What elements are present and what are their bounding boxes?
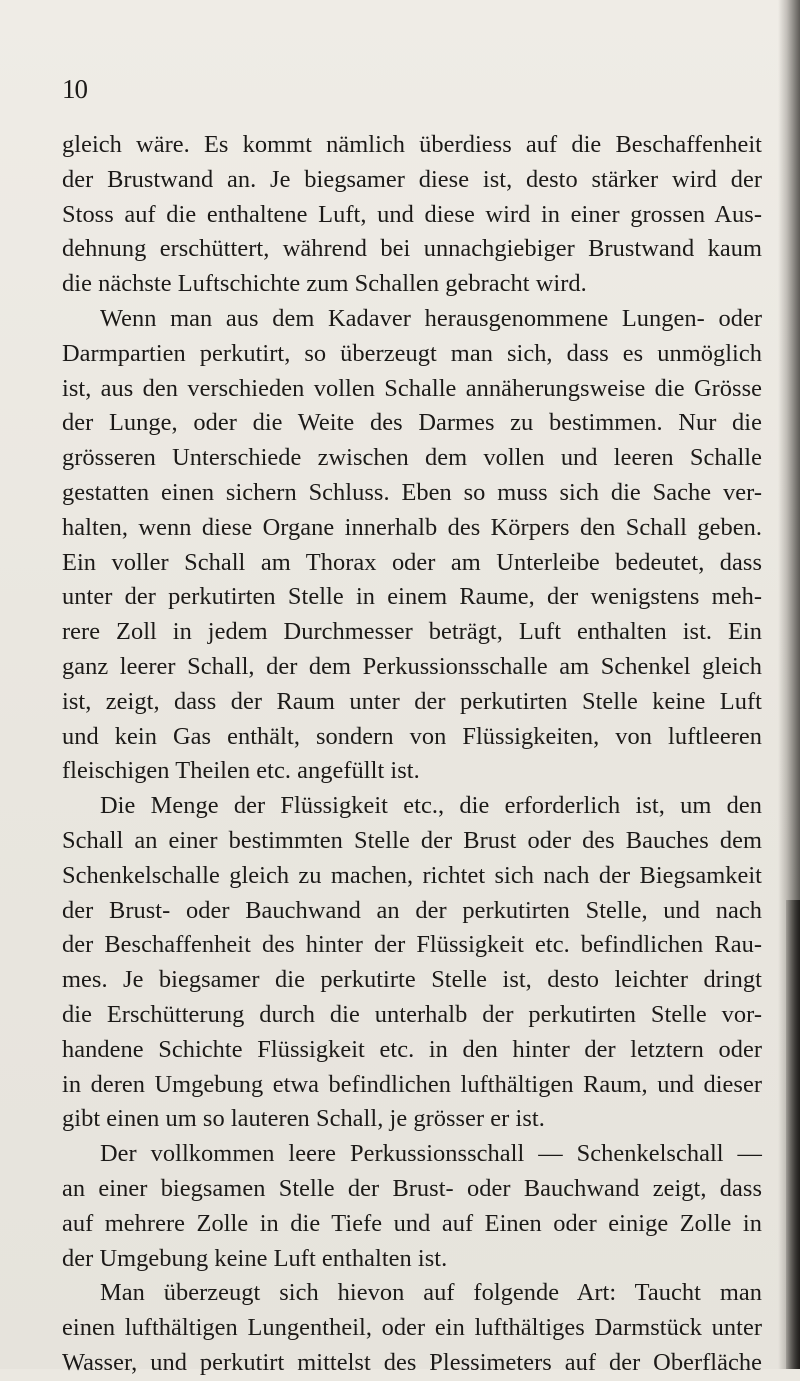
- text-line: grösseren Unterschiede zwischen dem vollen und leeren Schalle: [62, 444, 762, 472]
- text-line: einen lufthältigen Lungentheil, oder ein lufthältiges Darmstück unter: [62, 1314, 762, 1342]
- text-line: Die Menge der Flüssigkeit etc., die erforderlich ist, um den: [100, 792, 762, 820]
- text-line: unter der perkutirten Stelle in einem Raume, der wenigstens meh-: [62, 583, 762, 611]
- text-line: Der vollkommen leere Perkussionsschall — Schenkelschall —: [100, 1140, 762, 1168]
- text-line: der Lunge, oder die Weite des Darmes zu bestimmen. Nur die: [62, 409, 762, 437]
- page-edge-dark: [786, 900, 800, 1369]
- text-line: Darmpartien perkutirt, so überzeugt man sich, dass es unmöglich: [62, 339, 762, 367]
- text-line: Schall an einer bestimmten Stelle der Brust oder des Bauches dem: [62, 826, 762, 854]
- body-text: [62, 128, 762, 1381]
- text-line: in deren Umgebung etwa befindlichen lufthältigen Raum, und dieser: [62, 1070, 762, 1098]
- text-line: Man überzeugt sich hievon auf folgende Art: Taucht man: [100, 1279, 762, 1307]
- text-line: der Beschaffenheit des hinter der Flüssigkeit etc. befindlichen Rau-: [62, 931, 762, 959]
- text-line: rere Zoll in jedem Durchmesser beträgt, Luft enthalten ist. Ein: [62, 618, 762, 646]
- text-line: gibt einen um so lauteren Schall, je grösser er ist.: [62, 1105, 545, 1133]
- text-line: auf mehrere Zolle in die Tiefe und auf Einen oder einige Zolle in: [62, 1209, 762, 1237]
- text-line: Stoss auf die enthaltene Luft, und diese wird in einer grossen Aus-: [62, 200, 762, 228]
- text-line: fleischigen Theilen etc. angefüllt ist.: [62, 757, 420, 785]
- text-line: Ein voller Schall am Thorax oder am Unterleibe bedeutet, dass: [62, 548, 762, 576]
- text-line: die nächste Luftschichte zum Schallen gebracht wird.: [62, 270, 587, 298]
- text-line: gleich wäre. Es kommt nämlich überdiess auf die Beschaffenheit: [62, 131, 762, 158]
- text-line: ist, zeigt, dass der Raum unter der perkutirten Stelle keine Luft: [62, 687, 762, 715]
- text-line: der Brust- oder Bauchwand an der perkutirten Stelle, und nach: [62, 896, 762, 924]
- text-line: dehnung erschüttert, während bei unnachgiebiger Brustwand kaum: [62, 235, 762, 263]
- text-line: mes. Je biegsamer die perkutirte Stelle ist, desto leichter dringt: [62, 966, 762, 994]
- text-line: an einer biegsamen Stelle der Brust- oder Bauchwand zeigt, dass: [62, 1174, 762, 1202]
- text-line: und kein Gas enthält, sondern von Flüssigkeiten, von luftleeren: [62, 722, 762, 750]
- text-line: ganz leerer Schall, der dem Perkussionsschalle am Schenkel gleich: [62, 652, 762, 680]
- text-line: gestatten einen sichern Schluss. Eben so muss sich die Sache ver-: [62, 478, 762, 506]
- text-line: Wasser, und perkutirt mittelst des Plessimeters auf der Oberfläche: [62, 1348, 762, 1376]
- text-line: Wenn man aus dem Kadaver herausgenommene Lungen- oder: [100, 304, 762, 332]
- text-line: die Erschütterung durch die unterhalb der perkutirten Stelle vor-: [62, 1000, 762, 1028]
- text-line: halten, wenn diese Organe innerhalb des Körpers den Schall geben.: [62, 513, 762, 541]
- text-line: der Umgebung keine Luft enthalten ist.: [62, 1244, 448, 1272]
- text-line: handene Schichte Flüssigkeit etc. in den hinter der letztern oder: [62, 1035, 762, 1063]
- text-line: Schenkelschalle gleich zu machen, richtet sich nach der Biegsamkeit: [62, 861, 762, 889]
- page-number: 10: [62, 74, 87, 104]
- text-line: ist, aus den verschieden vollen Schalle annäherungsweise die Grösse: [62, 374, 762, 402]
- text-line: der Brustwand an. Je biegsamer diese ist, desto stärker wird der: [62, 165, 762, 193]
